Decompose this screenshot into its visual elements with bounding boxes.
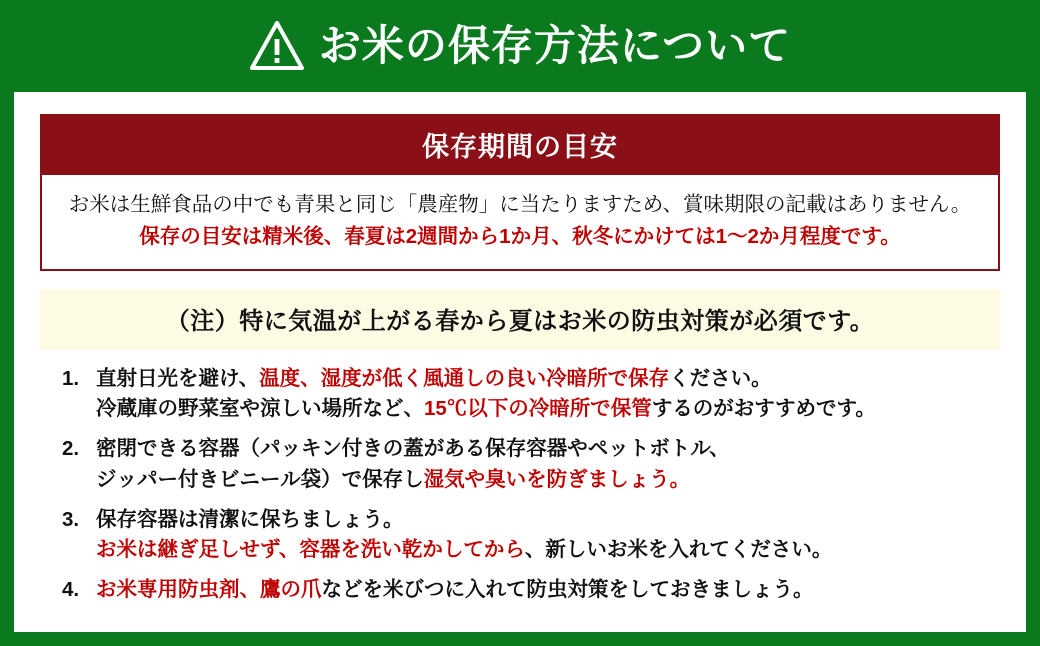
list-item-number: 3. [62, 507, 80, 531]
list-item-line [96, 535, 1000, 566]
list-item-text [96, 434, 1000, 496]
list-item-text [96, 364, 1000, 426]
storage-period-line-2: 保存の目安は精米後、春夏は2週間から1か月、秋冬にかけては1〜2か月程度です。 [139, 224, 901, 248]
text-segment: 保存容器は清潔に保ちましょう。 [96, 507, 404, 531]
list-item-number: 4. [62, 578, 80, 602]
text-segment: 、新しいお米を入れてください。 [524, 538, 833, 562]
list-item-number: 1. [62, 366, 80, 390]
list-item [62, 505, 1000, 567]
text-segment-highlight: 湿気や臭いを防ぎましょう。 [423, 467, 691, 491]
list-item [62, 364, 1000, 426]
list-item-line [96, 505, 1000, 536]
text-segment: ジッパー付きビニール袋）で保存し [96, 467, 424, 491]
storage-period-heading: 保存期間の目安 [42, 116, 998, 175]
list-item-number: 2. [62, 437, 80, 461]
text-segment: などを米びつに入れて防虫対策をしておきましょう。 [321, 578, 814, 602]
list-item-line [96, 575, 1000, 606]
page-title: お米の保存方法について [318, 22, 792, 69]
list-item [62, 575, 1000, 606]
text-segment-highlight: お米は継ぎ足しせず、容器を洗い乾かしてから [96, 538, 525, 562]
list-item-line [96, 394, 1000, 425]
instruction-list [40, 364, 1000, 606]
list-item-text [96, 575, 1000, 606]
storage-period-body [42, 175, 998, 269]
text-segment: するのがおすすめです。 [651, 397, 876, 421]
warning-triangle-icon [249, 20, 305, 72]
storage-period-line-1: お米は生鮮食品の中でも青果と同じ「農産物」に当たりますため、賞味期限の記載はありません。 [68, 193, 972, 216]
note-banner: （注）特に気温が上がる春から夏はお米の防虫対策が必須です。 [40, 289, 1000, 350]
list-item-text [96, 505, 1000, 567]
list-item [62, 434, 1000, 496]
text-segment-highlight: 15℃以下の冷暗所で保管 [424, 397, 652, 421]
poster-header [0, 0, 1040, 92]
content-card [14, 92, 1026, 632]
list-item-line [96, 434, 1000, 465]
text-segment: ください。 [669, 366, 772, 390]
text-segment-highlight: お米専用防虫剤、鷹の爪 [96, 578, 322, 602]
text-segment-highlight: 温度、湿度が低く風通しの良い冷暗所で保存 [259, 366, 670, 390]
text-segment: 直射日光を避け、 [96, 366, 260, 390]
list-item-line [96, 465, 1000, 496]
text-segment: 密閉できる容器（パッキン付きの蓋がある保存容器やペットボトル、 [96, 437, 730, 461]
text-segment: 冷蔵庫の野菜室や涼しい場所など、 [96, 397, 424, 421]
list-item-line [96, 364, 1000, 395]
storage-period-box [40, 114, 1000, 271]
